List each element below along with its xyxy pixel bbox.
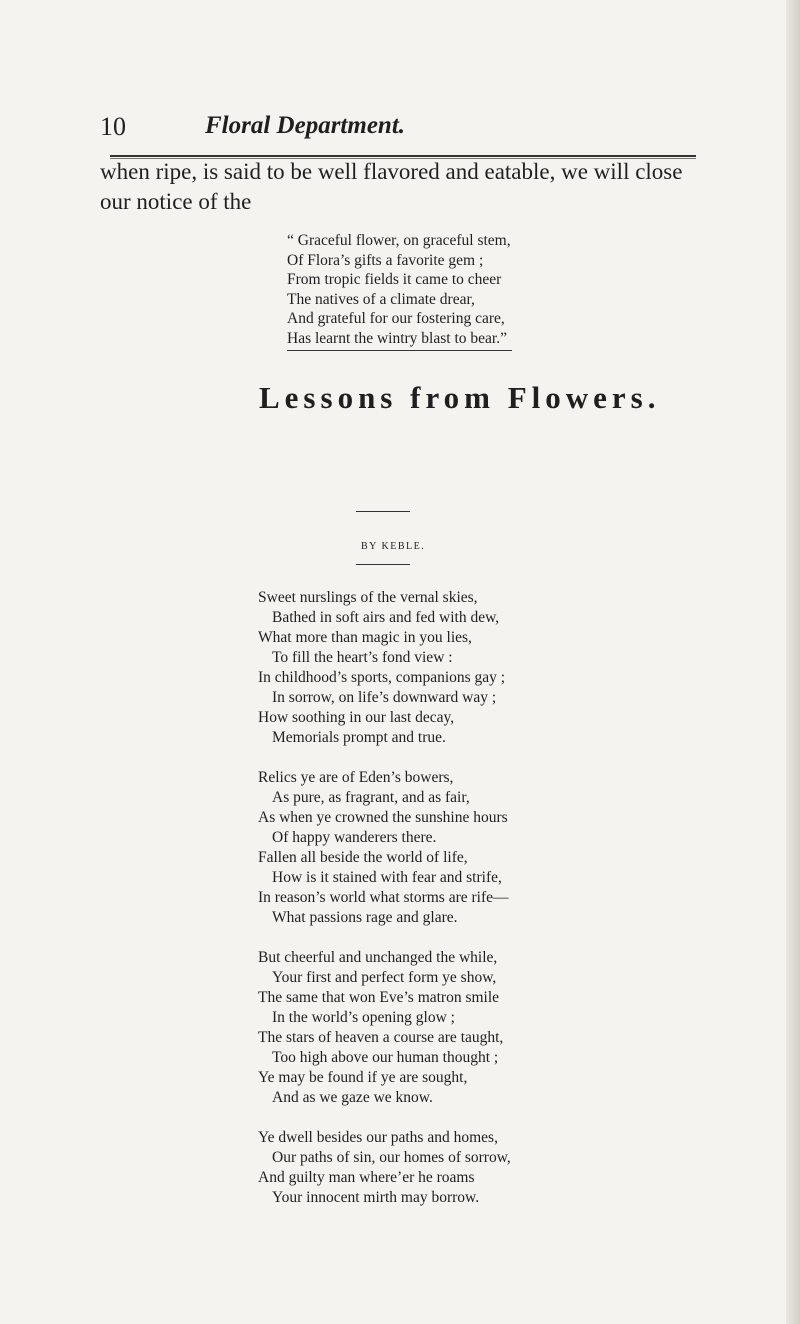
verse-line: As when ye crowned the sunshine hours bbox=[258, 809, 508, 826]
verse-line: Our paths of sin, our homes of sorrow, bbox=[272, 1149, 511, 1166]
page-number: 10 bbox=[100, 112, 126, 141]
section-separator bbox=[287, 350, 512, 351]
verse-line: In childhood’s sports, companions gay ; bbox=[258, 669, 506, 686]
byline-rule-bottom bbox=[356, 564, 410, 565]
stanza bbox=[258, 588, 511, 748]
quoted-verse bbox=[287, 231, 511, 348]
verse-line: In sorrow, on life’s downward way ; bbox=[272, 689, 497, 706]
verse-line: The same that won Eve’s matron smile bbox=[258, 989, 500, 1006]
verse-line: In the world’s opening glow ; bbox=[272, 1009, 455, 1026]
verse-line: Sweet nurslings of the vernal skies, bbox=[258, 589, 478, 606]
prose-line: when ripe, is said to be well flavored and eatable, we will close bbox=[100, 159, 683, 184]
verse-line: And as we gaze we know. bbox=[272, 1089, 433, 1106]
verse-line: Of happy wanderers there. bbox=[272, 829, 437, 846]
byline: BY KEBLE. bbox=[361, 541, 426, 552]
stanza bbox=[258, 948, 511, 1108]
verse-line: What more than magic in you lies, bbox=[258, 629, 472, 646]
verse-line: Bathed in soft airs and fed with dew, bbox=[272, 609, 500, 626]
section-title: Lessons from Flowers. bbox=[259, 380, 661, 415]
verse-line: To fill the heart’s fond view : bbox=[272, 649, 453, 666]
quote-line: Of Flora’s gifts a favorite gem ; bbox=[287, 251, 484, 269]
verse-line: How is it stained with fear and strife, bbox=[272, 869, 502, 886]
quote-line: And grateful for our fostering care, bbox=[287, 310, 505, 327]
verse-line: Ye dwell besides our paths and homes, bbox=[258, 1129, 498, 1146]
stanza bbox=[258, 768, 511, 928]
verse-line: The stars of heaven a course are taught, bbox=[258, 1029, 504, 1046]
verse-line: Too high above our human thought ; bbox=[272, 1049, 499, 1066]
verse-line: And guilty man where’er he roams bbox=[258, 1169, 475, 1186]
page-edge bbox=[786, 0, 800, 1324]
verse-line: Your first and perfect form ye show, bbox=[272, 969, 497, 986]
poem bbox=[258, 588, 511, 1208]
verse-line: How soothing in our last decay, bbox=[258, 709, 455, 726]
verse-line: Memorials prompt and true. bbox=[272, 729, 446, 746]
verse-line: Fallen all beside the world of life, bbox=[258, 849, 468, 866]
verse-line: What passions rage and glare. bbox=[272, 909, 458, 926]
verse-line: Ye may be found if ye are sought, bbox=[258, 1069, 468, 1086]
intro-paragraph bbox=[100, 157, 760, 217]
stanza bbox=[258, 1128, 511, 1208]
verse-line: As pure, as fragrant, and as fair, bbox=[272, 789, 470, 806]
byline-rule-top bbox=[356, 511, 410, 512]
quote-line: From tropic fields it came to cheer bbox=[287, 271, 502, 288]
verse-line: Your innocent mirth may borrow. bbox=[272, 1189, 480, 1206]
verse-line: In reason’s world what storms are rife— bbox=[258, 889, 509, 906]
verse-line: Relics ye are of Eden’s bowers, bbox=[258, 769, 454, 786]
quote-line: Has learnt the wintry blast to bear.” bbox=[287, 329, 507, 347]
running-title: Floral Department. bbox=[205, 112, 406, 139]
page-header bbox=[100, 112, 700, 152]
prose-line: our notice of the bbox=[100, 189, 252, 214]
quote-line: “ Graceful flower, on graceful stem, bbox=[287, 232, 511, 249]
verse-line: But cheerful and unchanged the while, bbox=[258, 949, 498, 966]
quote-line: The natives of a climate drear, bbox=[287, 290, 475, 308]
